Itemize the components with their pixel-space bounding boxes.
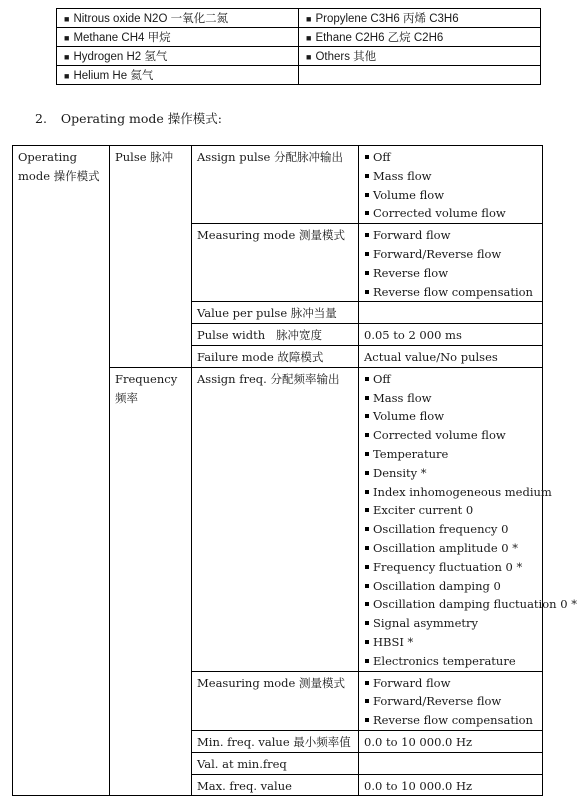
- option-label: Index inhomogeneous medium: [373, 484, 552, 499]
- option-label: Signal asymmetry: [373, 616, 478, 631]
- option-item: [364, 245, 537, 264]
- bullet-icon: [365, 490, 369, 494]
- option-item: [364, 264, 537, 283]
- option-label: Oscillation damping fluctuation 0 *: [373, 597, 577, 612]
- gas-option-label: Helium He 氦气: [73, 70, 154, 82]
- pulse-label-cell: Pulse 脉冲: [110, 146, 192, 368]
- option-label: HBSI *: [373, 634, 414, 649]
- bullet-icon: [365, 584, 369, 588]
- option-item: [364, 445, 537, 464]
- option-item: [364, 226, 537, 245]
- option-label: Corrected volume flow: [373, 428, 506, 443]
- pulse-width-label: Pulse width 脉冲宽度: [192, 324, 359, 346]
- option-item: [364, 407, 537, 426]
- failure-mode-label: Failure mode 故障模式: [192, 345, 359, 367]
- pulse-assign-options: [359, 146, 543, 224]
- bullet-icon: [365, 414, 369, 418]
- option-label: Exciter current 0: [373, 503, 474, 518]
- gas-option-cell: [299, 66, 541, 85]
- freq-assign-options: [359, 367, 577, 671]
- value-per-pulse-value: [359, 302, 543, 324]
- gas-option-cell: [57, 9, 299, 28]
- bullet-icon: [365, 565, 369, 569]
- operating-mode-table: [12, 145, 577, 796]
- option-label: Forward/Reverse flow: [373, 246, 502, 261]
- option-item: [364, 186, 537, 205]
- gas-option-cell: [57, 66, 299, 85]
- option-label: Density *: [373, 465, 427, 480]
- option-item: [364, 577, 537, 596]
- bullet-icon: [365, 602, 369, 606]
- bullet-icon: [365, 271, 369, 275]
- max-freq-value: 0.0 to 10 000.0 Hz: [359, 774, 543, 796]
- value-per-pulse-label: Value per pulse 脉冲当量: [192, 302, 359, 324]
- option-item: [364, 711, 537, 730]
- pulse-measuring-label: Measuring mode 测量模式: [192, 224, 359, 302]
- option-label: Frequency fluctuation 0 *: [373, 559, 523, 574]
- gas-option-label: Methane CH4 甲烷: [73, 32, 171, 44]
- pulse-width-value: 0.05 to 2 000 ms: [359, 324, 543, 346]
- gas-option-label: Ethane C2H6 乙烷 C2H6: [315, 32, 444, 44]
- option-label: Reverse flow compensation: [373, 284, 533, 299]
- option-item: [364, 464, 537, 483]
- option-label: Off: [373, 150, 391, 164]
- bullet-icon: ■: [306, 33, 312, 43]
- bullet-icon: [365, 621, 369, 625]
- freq-assign-label: Assign freq. 分配频率输出: [192, 367, 359, 671]
- section-number: 2.: [35, 111, 47, 126]
- freq-measuring-options: [359, 671, 543, 730]
- bullet-icon: [365, 252, 369, 256]
- bullet-icon: [365, 699, 369, 703]
- option-item: [364, 674, 537, 693]
- gas-option-cell: [299, 9, 541, 28]
- option-label: Oscillation frequency 0: [373, 522, 509, 537]
- max-freq-label: Max. freq. value: [192, 774, 359, 796]
- gas-row: [57, 66, 541, 85]
- gas-option-cell: [299, 47, 541, 66]
- option-item: [364, 283, 537, 302]
- gas-option-label: Propylene C3H6 丙烯 C3H6: [315, 13, 459, 25]
- bullet-icon: [365, 233, 369, 237]
- bullet-icon: [365, 155, 369, 159]
- gas-type-table: [56, 8, 541, 85]
- option-item: [364, 652, 537, 671]
- option-item: [364, 558, 537, 577]
- option-item: [364, 614, 537, 633]
- group-label-cell: Operating mode 操作模式: [13, 146, 110, 796]
- gas-row: [57, 28, 541, 47]
- bullet-icon: [365, 290, 369, 294]
- gas-table-body: [57, 9, 541, 85]
- bullet-icon: [365, 377, 369, 381]
- gas-option-cell: [299, 28, 541, 47]
- min-freq-label: Min. freq. value 最小频率值: [192, 730, 359, 752]
- frequency-label-cell: Frequency 频率: [110, 367, 192, 796]
- option-label: Electronics temperature: [373, 653, 516, 668]
- option-label: Forward flow: [373, 228, 451, 243]
- bullet-icon: ■: [306, 14, 312, 24]
- bullet-icon: [365, 546, 369, 550]
- bullet-icon: ■: [306, 52, 312, 62]
- val-at-min-freq-value: [359, 752, 543, 774]
- option-label: Oscillation damping 0: [373, 578, 501, 593]
- bullet-icon: ■: [64, 14, 70, 24]
- option-item: [364, 426, 537, 445]
- option-item: [364, 389, 537, 408]
- gas-option-cell: [57, 47, 299, 66]
- bullet-icon: [365, 471, 369, 475]
- bullet-icon: [365, 211, 369, 215]
- option-label: Forward flow: [373, 675, 451, 690]
- option-item: [364, 539, 537, 558]
- val-at-min-freq-label: Val. at min.freq: [192, 752, 359, 774]
- option-item: [364, 520, 537, 539]
- option-label: Off: [373, 371, 391, 386]
- section-title: Operating mode 操作模式:: [60, 111, 223, 126]
- bullet-icon: [365, 396, 369, 400]
- bullet-icon: [365, 193, 369, 197]
- option-item: [364, 501, 537, 520]
- option-label: Temperature: [373, 446, 449, 461]
- bullet-icon: [365, 718, 369, 722]
- bullet-icon: [365, 527, 369, 531]
- bullet-icon: ■: [64, 52, 70, 62]
- bullet-icon: [365, 508, 369, 512]
- gas-option-label: Hydrogen H2 氢气: [73, 51, 168, 63]
- min-freq-value: 0.0 to 10 000.0 Hz: [359, 730, 543, 752]
- failure-mode-value: Actual value/No pulses: [359, 345, 543, 367]
- bullet-icon: [365, 452, 369, 456]
- option-label: Forward/Reverse flow: [373, 694, 502, 709]
- option-item: [364, 483, 552, 502]
- option-label: Mass flow: [373, 168, 432, 183]
- gas-option-cell: [57, 28, 299, 47]
- bullet-icon: [365, 174, 369, 178]
- pulse-measuring-options: [359, 224, 543, 302]
- option-item: [364, 370, 537, 389]
- bullet-icon: ■: [64, 71, 70, 81]
- option-item: [364, 692, 537, 711]
- option-item: [364, 633, 537, 652]
- option-item: [364, 204, 537, 223]
- option-label: Reverse flow compensation: [373, 713, 533, 728]
- bullet-icon: [365, 681, 369, 685]
- bullet-icon: [365, 433, 369, 437]
- section-heading: [35, 109, 222, 127]
- bullet-icon: ■: [64, 33, 70, 43]
- option-label: Corrected volume flow: [373, 206, 506, 221]
- gas-row: [57, 47, 541, 66]
- freq-measuring-label: Measuring mode 测量模式: [192, 671, 359, 730]
- gas-row: [57, 9, 541, 28]
- option-label: Volume flow: [373, 187, 445, 202]
- option-item: [364, 148, 537, 167]
- option-label: Mass flow: [373, 390, 432, 405]
- gas-option-label: Others 其他: [315, 51, 377, 63]
- option-label: Volume flow: [373, 409, 445, 424]
- pulse-assign-label: Assign pulse 分配脉冲输出: [192, 146, 359, 224]
- gas-option-label: Nitrous oxide N2O 一氧化二氮: [73, 13, 229, 25]
- option-item: [364, 595, 577, 614]
- bullet-icon: [365, 659, 369, 663]
- option-label: Reverse flow: [373, 265, 449, 280]
- option-item: [364, 167, 537, 186]
- option-label: Oscillation amplitude 0 *: [373, 540, 518, 555]
- bullet-icon: [365, 640, 369, 644]
